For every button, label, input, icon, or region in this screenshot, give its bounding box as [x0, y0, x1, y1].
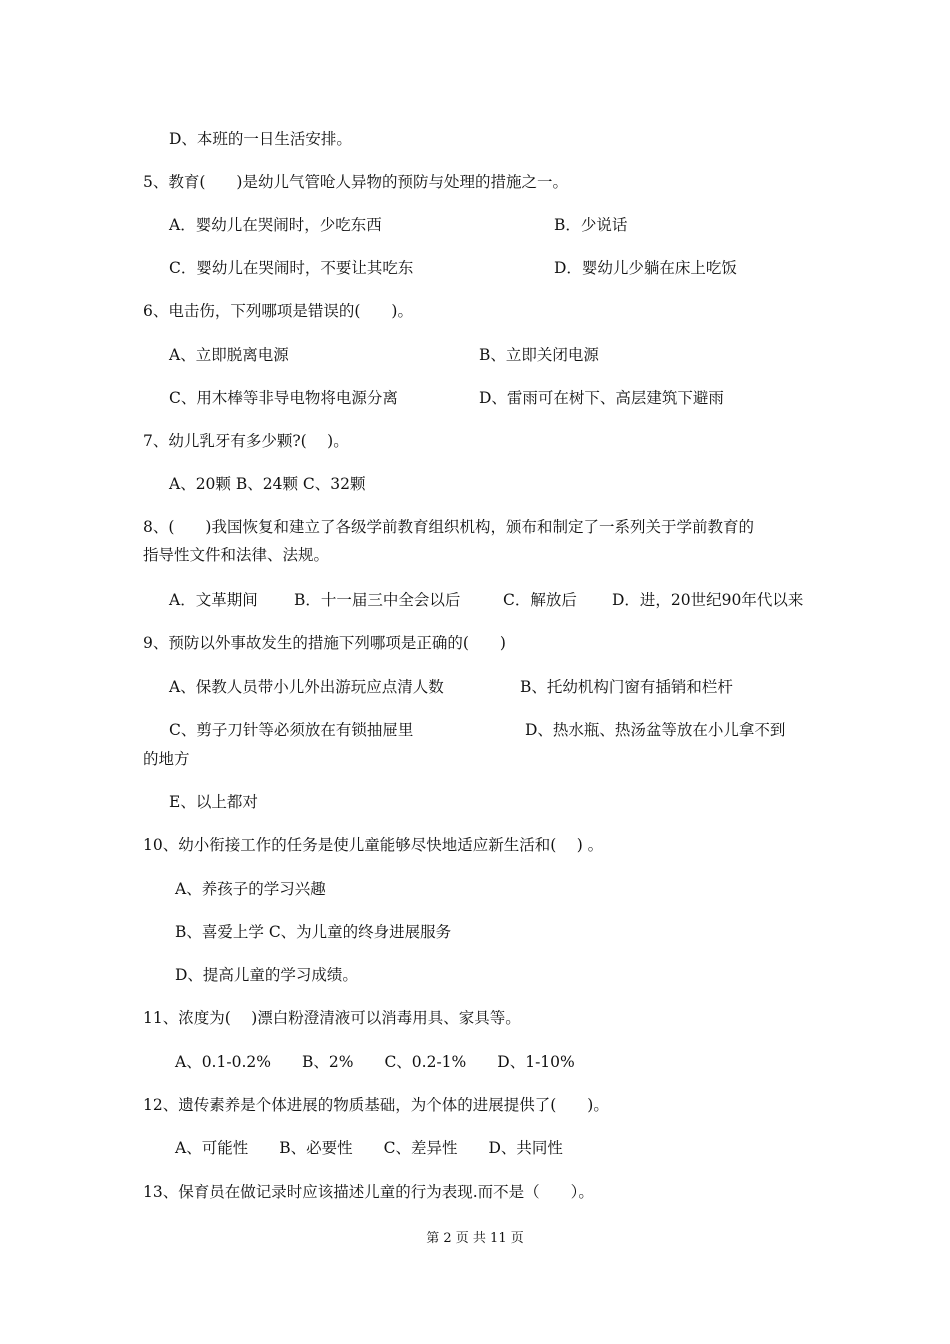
q5-stem: 5、教育( )是幼儿气管呛人异物的预防与处理的措施之一。 — [143, 173, 568, 191]
q6-option-a: A、立即脱离电源 — [169, 346, 289, 364]
q12-options: A、可能性 B、必要性 C、差异性 D、共同性 — [175, 1139, 563, 1157]
q9-stem: 9、预防以外事故发生的措施下列哪项是正确的( ) — [143, 634, 506, 652]
q8-stem-line1: 8、( )我国恢复和建立了各级学前教育组织机构，颁布和制定了一系列关于学前教育的 — [143, 518, 754, 536]
q8-option-c: C．解放后 — [503, 591, 577, 609]
q9-option-a: A、保教人员带小儿外出游玩应点清人数 — [169, 678, 444, 696]
q4-option-d: D、本班的一日生活安排。 — [169, 130, 352, 148]
q6-option-d: D、雷雨可在树下、高层建筑下避雨 — [479, 389, 724, 407]
q8-stem-line2: 指导性文件和法律、法规。 — [143, 546, 330, 564]
q8-option-d: D．进，20世纪90年代以来 — [612, 591, 804, 609]
q10-option-bc: B、喜爱上学 C、为儿童的终身进展服务 — [175, 923, 452, 941]
q9-option-c: C、剪子刀针等必须放在有锁抽屉里 — [169, 721, 414, 739]
q6-option-b: B、立即关闭电源 — [479, 346, 599, 364]
q9-option-d-line2: 的地方 — [143, 750, 190, 768]
q12-stem: 12、遗传素养是个体进展的物质基础，为个体的进展提供了( )。 — [143, 1096, 609, 1114]
q11-options: A、0.1-0.2% B、2% C、0.2-1% D、1-10% — [175, 1053, 575, 1071]
q9-option-d-line1: D、热水瓶、热汤盆等放在小儿拿不到 — [525, 721, 786, 739]
q5-option-b: B．少说话 — [554, 216, 628, 234]
q6-stem: 6、电击伤，下列哪项是错误的( )。 — [143, 302, 413, 320]
q5-option-d: D．婴幼儿少躺在床上吃饭 — [554, 259, 737, 277]
q6-option-c: C、用木棒等非导电物将电源分离 — [169, 389, 398, 407]
q10-option-a: A、养孩子的学习兴趣 — [175, 880, 326, 898]
q8-option-b: B．十一届三中全会以后 — [294, 591, 461, 609]
q13-stem: 13、保育员在做记录时应该描述儿童的行为表现.而不是（ ）。 — [143, 1183, 594, 1201]
q11-stem: 11、浓度为( )漂白粉澄清液可以消毒用具、家具等。 — [143, 1009, 521, 1027]
q9-option-b: B、托幼机构门窗有插销和栏杆 — [520, 678, 733, 696]
q8-option-a: A．文革期间 — [169, 591, 258, 609]
q10-option-d: D、提高儿童的学习成绩。 — [175, 966, 358, 984]
q7-options: A、20颗 B、24颗 C、32颗 — [169, 475, 366, 493]
q9-option-e: E、以上都对 — [169, 793, 258, 811]
q5-option-a: A．婴幼儿在哭闹时，少吃东西 — [169, 216, 382, 234]
page-footer: 第 2 页 共 11 页 — [426, 1231, 524, 1246]
q5-option-c: C．婴幼儿在哭闹时，不要让其吃东 — [169, 259, 414, 277]
q10-stem: 10、幼小衔接工作的任务是使儿童能够尽快地适应新生活和( ) 。 — [143, 836, 604, 854]
q7-stem: 7、幼儿乳牙有多少颗?( )。 — [143, 432, 349, 450]
